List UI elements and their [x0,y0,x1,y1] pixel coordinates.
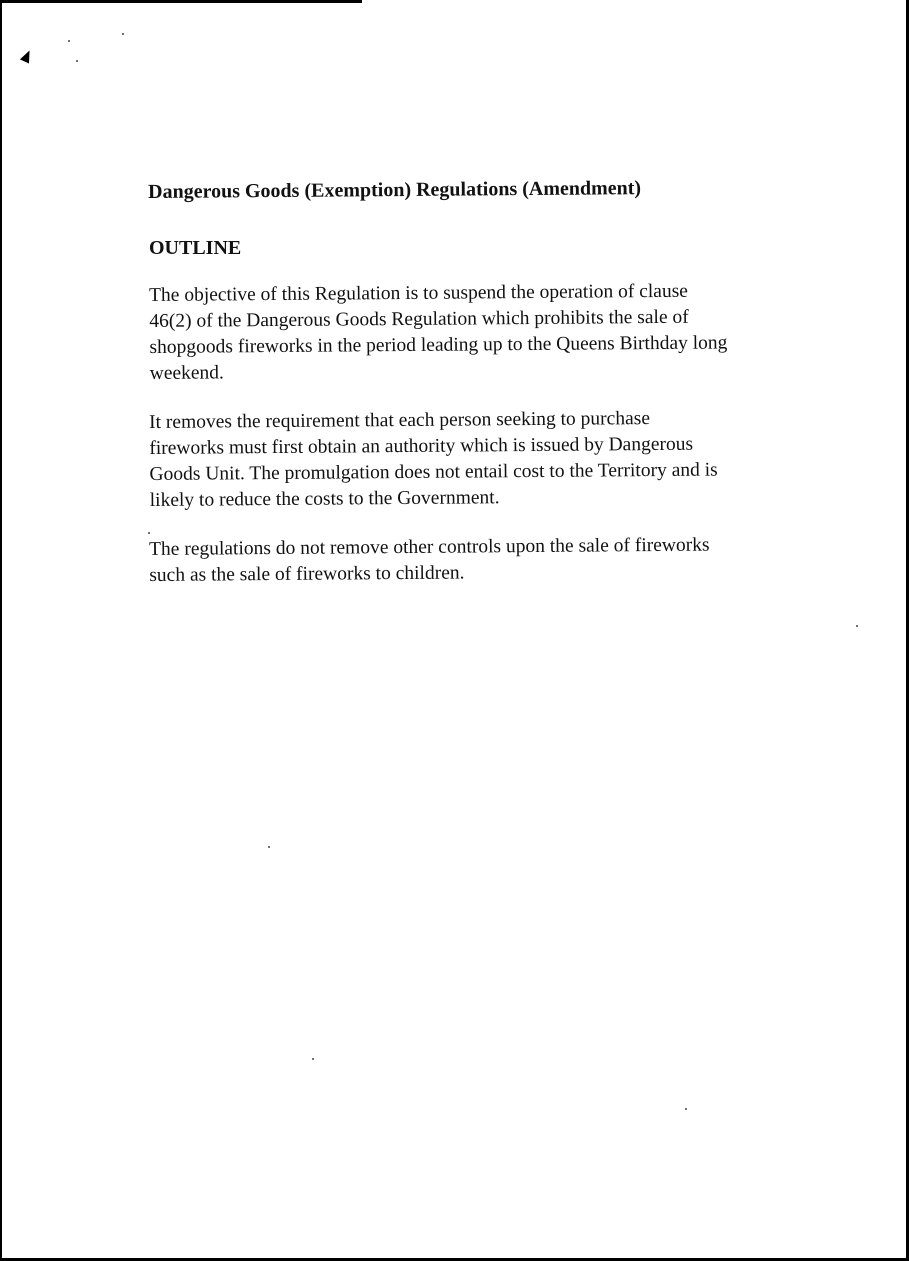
scan-speck [268,846,270,848]
paragraph-line: It removes the requirement that each person seeking to purchase [149,408,651,433]
paragraph-line: such as the sale of fireworks to children. [149,562,465,586]
paragraph-line: likely to reduce the costs to the Government. [149,487,500,511]
scan-speck [148,532,150,534]
scan-speck [122,33,124,35]
scan-edge-top [0,0,362,3]
paragraph-2 [149,406,718,514]
scan-speck [312,1058,314,1060]
paragraph-line: Goods Unit. The promulgation does not entail cost to the Territory and is [149,459,718,485]
paragraph-line: shopgoods fireworks in the period leading up to the Queens Birthday long [149,332,728,358]
scan-speck [685,1108,687,1110]
paragraph-line: weekend. [149,362,224,384]
paragraph-line: The objective of this Regulation is to suspend the operation of clause [149,280,689,306]
scan-speck [76,60,78,62]
document-title: Dangerous Goods (Exemption) Regulations (Amendment) [148,177,642,203]
paragraph-1 [149,278,728,387]
section-heading: OUTLINE [149,237,242,259]
paragraph-line: The regulations do not remove other controls upon the sale of fireworks [149,534,710,560]
scan-mark [20,48,34,63]
scan-speck [68,40,70,42]
paragraph-line: 46(2) of the Dangerous Goods Regulation which prohibits the sale of [149,306,689,332]
scan-edge-left [0,0,2,1261]
paragraph-3 [149,533,710,589]
paragraph-line: fireworks must first obtain an authority which is issued by Dangerous [149,433,694,459]
scan-speck [856,625,858,627]
